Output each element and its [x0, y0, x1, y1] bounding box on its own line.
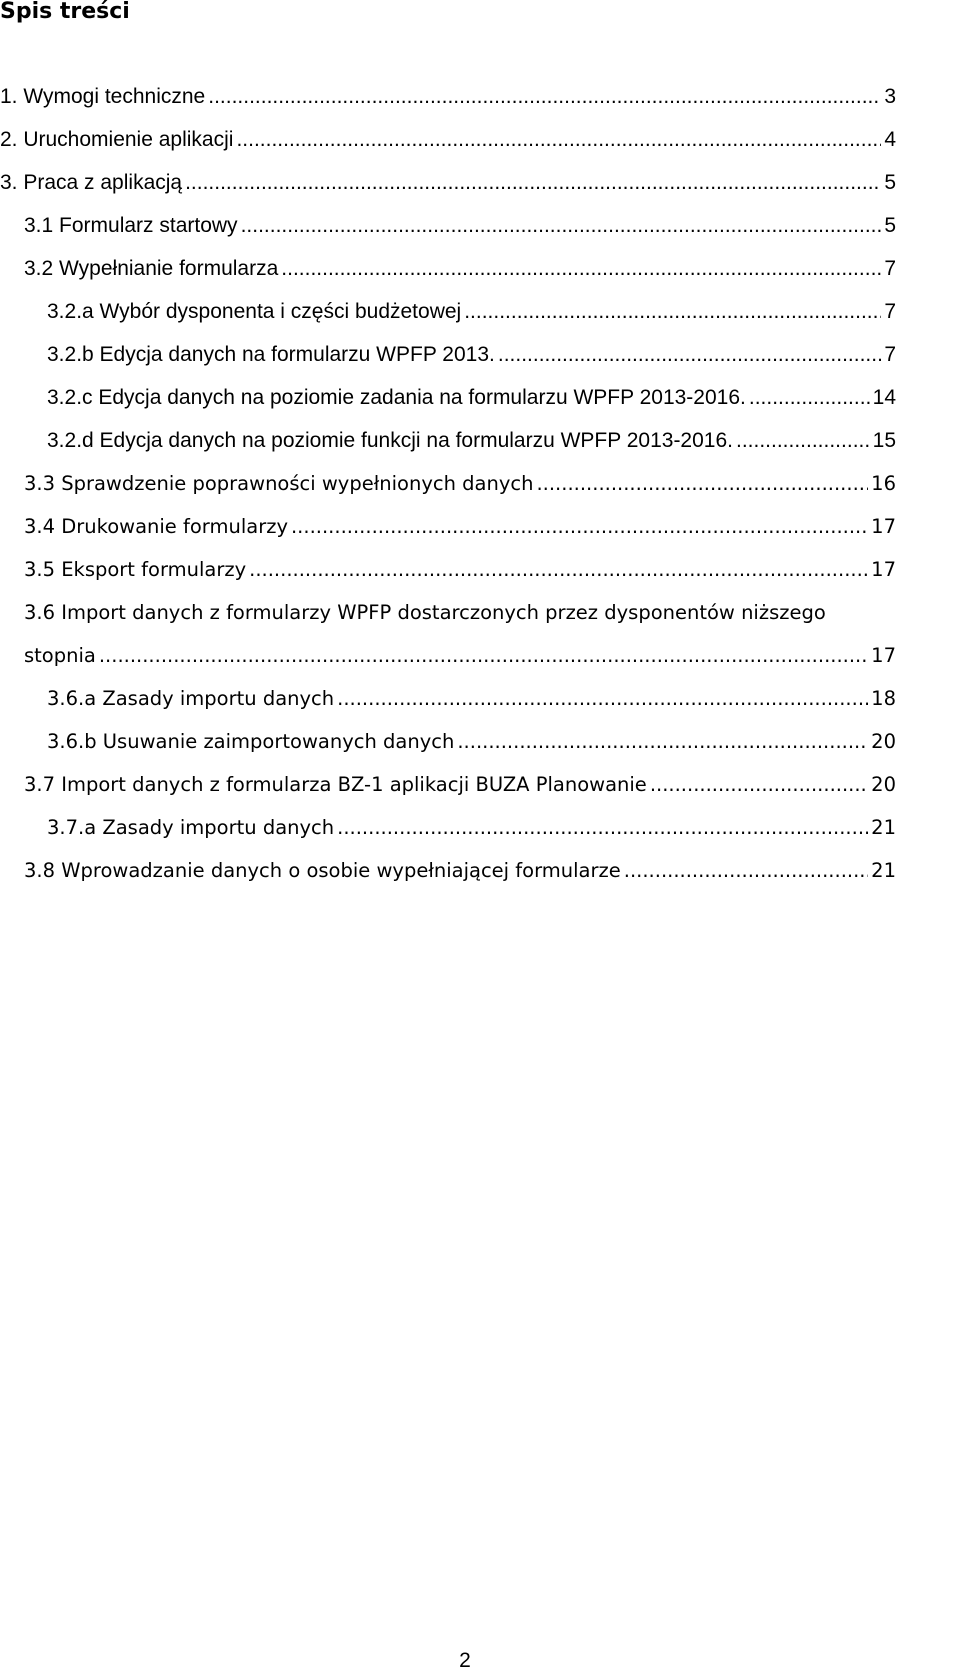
toc-entry[interactable] [47, 684, 896, 714]
toc-leader-dots [498, 340, 881, 370]
toc-entry-label: 3.2.c Edycja danych na poziomie zadania na formularzu WPFP 2013-2016. [47, 386, 746, 409]
toc-leader-dots [337, 813, 868, 843]
toc-page-number: 16 [871, 472, 896, 495]
toc-leader-dots [624, 856, 868, 886]
toc-page-number: 20 [871, 773, 896, 796]
toc-page-number: 5 [884, 171, 896, 194]
toc-entry[interactable] [24, 469, 896, 499]
toc-page-number: 14 [872, 386, 896, 409]
toc-page-number: 15 [872, 429, 896, 452]
toc-page-number: 17 [871, 515, 896, 538]
toc-entry[interactable] [47, 813, 896, 843]
toc-entry-label: 2. Uruchomienie aplikacji [0, 128, 234, 151]
toc-entry[interactable] [0, 82, 896, 112]
page-footer [0, 1648, 960, 1674]
toc-entry-label: 3.8 Wprowadzanie danych o osobie wypełniającej formularze [24, 859, 621, 882]
toc-entry-label: 3.7 Import danych z formularza BZ-1 aplikacji BUZA Planowanie [24, 773, 647, 796]
toc-entry[interactable] [24, 211, 896, 241]
toc-page-number: 21 [871, 859, 896, 882]
toc-entry-label: 3.6.a Zasady importu danych [47, 687, 335, 710]
toc-page-number: 7 [884, 257, 896, 280]
toc-leader-dots [457, 727, 868, 757]
toc-entry[interactable] [0, 168, 896, 198]
page-title: Spis treści [0, 0, 130, 24]
toc-entry-label: 3.2.b Edycja danych na formularzu WPFP 2013. [47, 343, 495, 366]
toc-entry-label: 1. Wymogi techniczne [0, 85, 206, 108]
toc-page-number: 3 [884, 85, 896, 108]
toc-leader-dots [241, 211, 882, 241]
toc-leader-dots [236, 125, 881, 155]
toc-entry-label: 3.2.d Edycja danych na poziomie funkcji na formularzu WPFP 2013-2016. [47, 429, 733, 452]
toc-entry-label: 3.2 Wypełnianie formularza [24, 257, 279, 280]
toc-leader-dots [736, 426, 870, 456]
toc-entry[interactable] [47, 426, 896, 456]
toc-page-number: 4 [884, 128, 896, 151]
toc-page-number: 17 [871, 558, 896, 581]
toc-leader-dots [337, 684, 868, 714]
toc-leader-dots [749, 383, 870, 413]
toc-entry[interactable] [47, 297, 896, 327]
toc-leader-dots [464, 297, 881, 327]
toc-leader-dots [650, 770, 868, 800]
toc-entry[interactable] [24, 555, 896, 585]
toc-page-number: 17 [871, 644, 896, 667]
page-number: 2 [459, 1649, 471, 1672]
toc-entry[interactable] [24, 770, 896, 800]
toc-leader-dots [185, 168, 881, 198]
toc-entry-label: 3.2.a Wybór dysponenta i części budżetowej [47, 300, 462, 323]
toc-page-number: 18 [871, 687, 896, 710]
toc-entry-label: 3.1 Formularz startowy [24, 214, 238, 237]
toc-entry-first-line[interactable] [24, 598, 896, 628]
toc-entry-label: 3. Praca z aplikacją [0, 171, 183, 194]
toc-entry[interactable] [24, 641, 896, 671]
toc-entry[interactable] [24, 856, 896, 886]
toc-entry-label: 3.5 Eksport formularzy [24, 558, 247, 581]
toc-entry-label: 3.6.b Usuwanie zaimportowanych danych [47, 730, 455, 753]
toc-leader-dots [208, 82, 881, 112]
toc-entry-label: 3.7.a Zasady importu danych [47, 816, 335, 839]
toc-leader-dots [536, 469, 868, 499]
toc-entry[interactable] [47, 340, 896, 370]
toc-page-number: 7 [884, 343, 896, 366]
toc-page-number: 20 [871, 730, 896, 753]
toc-entry[interactable] [24, 512, 896, 542]
toc-entry-label: 3.4 Drukowanie formularzy [24, 515, 288, 538]
toc-leader-dots [281, 254, 881, 284]
toc-leader-dots [249, 555, 868, 585]
toc-entry[interactable] [24, 254, 896, 284]
toc-entry-label: 3.6 Import danych z formularzy WPFP dostarczonych przez dysponentów niższego [24, 601, 826, 624]
toc-page-number: 7 [884, 300, 896, 323]
toc-entry-label: 3.3 Sprawdzenie poprawności wypełnionych danych [24, 472, 534, 495]
toc-entry-label-continued: stopnia [24, 644, 96, 667]
toc-page-number: 21 [871, 816, 896, 839]
toc-leader-dots [99, 641, 868, 671]
toc-entry[interactable] [47, 727, 896, 757]
toc-page-number: 5 [884, 214, 896, 237]
toc-leader-dots [291, 512, 868, 542]
toc-entry[interactable] [47, 383, 896, 413]
toc-entry[interactable] [0, 125, 896, 155]
